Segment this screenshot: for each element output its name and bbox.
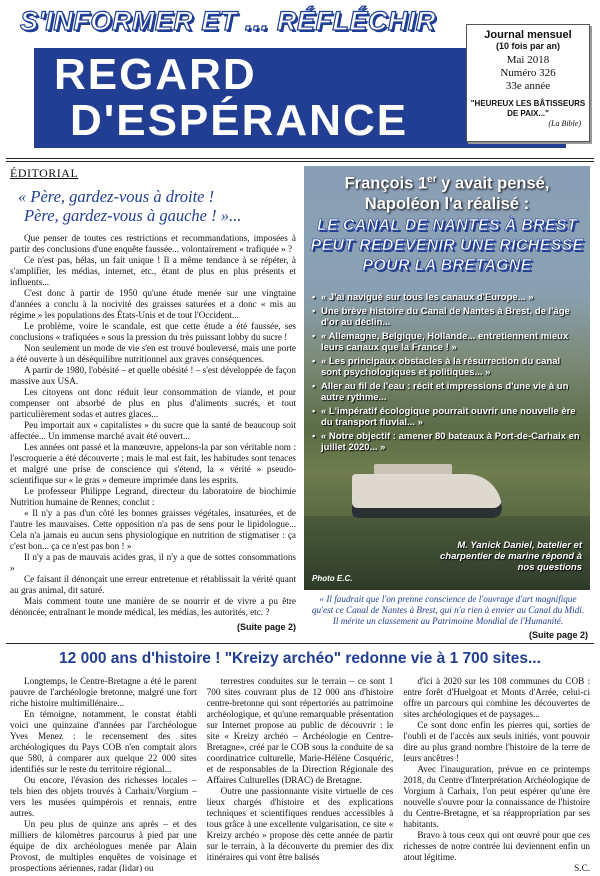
paragraph: C'est donc à partir de 1950 qu'une étude menée sur une vingtaine d'années a conclu à la nocivité des graisses saturées et a donc « mis au régime » les populations des États-Unis et de tout l'Occident...: [10, 288, 296, 320]
issue-year: 33e année: [505, 80, 551, 92]
paragraph: d'ici à 2020 sur les 108 communes du COB : entre forêt d'Huelgoat et Monts d'Arrée, celui-ci offre un parcours qui combine les découvertes de sites archéologiques et de paysages...: [403, 676, 591, 719]
paragraph: Les citoyens ont donc réduit leur consommation de viande, et pour compenser ont absorbé de plus en plus d'aliments sucrés, et tout particulièrement sodas et autres glaces...: [10, 387, 296, 419]
article-title: 12 000 ans d'histoire ! "Kreizy archéo" redonne vie à 1 700 sites...: [59, 650, 541, 667]
paragraph: Outre une passionnante visite virtuelle de ces lieux chargés d'histoire et des explications techniques et scientifiques rendues accessibles à tous grâce à une excellente vulgarisation, ce site « Kreizy archéo » propose dès cette année de partir sur le terrain, à la découverte du premier des dix itinéraires qui vont être balisés: [206, 786, 394, 862]
tagline: S'INFORMER ET ... RÉFLÉCHIR: [20, 6, 436, 36]
paragraph: Mais comment toute une manière de se nourrir et de vivre a pu être dénoncée, entraînant le monde médical, les médias, les autorités, etc. ?: [10, 596, 296, 617]
paragraph: Non seulement un mode de vie s'en est trouvé bouleversé, mais une porte a été ouverte à un déséquilibre nutritionnel aux graves conséquences.: [10, 343, 296, 364]
editorial: [10, 166, 296, 640]
article-column-3: [403, 676, 590, 872]
paragraph: terrestres conduites sur le terrain – ce sont 1 700 sites couvrant plus de 12 000 ans d'histoire centre-bretonne qui sont répertoriés au patrimoine archéologique, et qu'une remarquable présentation sur Internet propose au public de découvrir : le site « Kreizy archéo – Archéologie en Centre-Bretagne», créé par le COB sous la conduite de sa coordinatrice culturelle, Marie-Hélène Cosquéric, et de responsables de la Direction Régionale des Affaires Culturelles (DRAC) de Bretagne.: [206, 676, 394, 785]
feature-photo: [304, 166, 590, 590]
list-item: • « J'ai navigué sur tous les canaux d'Europe... »: [312, 292, 582, 303]
title-line-1: REGARD: [54, 50, 257, 99]
paragraph: Avec l'inauguration, prévue en ce printemps 2018, du Centre d'Interprétation Archéologique de Vorgium à Carhaix, l'on peut espérer qu'une ère nouvelle s'ouvre pour la connaissance de l'histoire du Centre-Bretagne, et sa réappropriation par ses habitants.: [403, 764, 591, 829]
paragraph: Ce faisant il dénonçait une erreur entretenue et rétablissait la vérité quant au gras animal, dit saturé.: [10, 574, 296, 595]
photo-caption: M. Yanick Daniel, batelier et charpentier de marine répond à nos questions: [439, 540, 582, 573]
article-column-2: [207, 676, 394, 872]
list-item: • « Allemagne, Belgique, Hollande... entretiennent mieux leurs canaux que la France ! »: [312, 331, 582, 353]
masthead: [6, 4, 594, 156]
feature-bullets: [312, 292, 582, 456]
quote-line-2: Père, gardez-vous à gauche ! »...: [24, 206, 242, 225]
paragraph: Il n'y a pas de mauvais acides gras, il n'y a que de sottes consommations »: [10, 552, 296, 573]
paragraph: Ce n'est pas, hélas, un fait unique ! Il a même tendance à se répéter, à s'amplifier, les médias, internet, etc., étant de plus en plus présents et influents...: [10, 255, 296, 287]
paragraph: Longtemps, le Centre-Bretagne a été le parent pauvre de l'archéologie bretonne, malgré une fort riche histoire multimillénaire...: [10, 676, 197, 708]
list-item: • « Les principaux obstacles à la résurrection du canal sont psychologiques et politiques... »: [312, 356, 582, 378]
masthead-rule: [6, 158, 594, 159]
paragraph: Que penser de toutes ces restrictions et recommandations, imposées à partir des conclusions d'une enquête faussée... volontairement « trafiquée » ?: [10, 233, 296, 254]
feature-canal: [304, 166, 590, 640]
feature-continued-link[interactable]: (Suite page 2): [528, 630, 588, 640]
article-body: [10, 676, 590, 872]
editorial-body: [10, 233, 296, 618]
paragraph: « Il n'y a pas d'un côté les bonnes graisses végétales, insaturées, et de l'autre les mauvaises. Cette opposition n'a pas de sens pour le lipidologue... Cela n'a jamais eu aucun sens physiologique en nutrition de stigmatiser : ça c'est bon... ça ce n'est pas bon ! »: [10, 508, 296, 551]
editorial-quote: [18, 187, 296, 225]
article-signature: S.C.: [574, 863, 591, 872]
article-column-1: [10, 676, 197, 872]
list-item: • Une brève histoire du Canal de Nantes à Brest, de l'âge d'or au déclin...: [312, 306, 582, 328]
paragraph: A partir de 1980, l'obésité – et quelle obésité ! – s'est développée de façon massive aux USA.: [10, 365, 296, 386]
feature-title: [304, 170, 590, 214]
issue-number: Numéro 326: [500, 67, 556, 79]
editorial-continued-link[interactable]: (Suite page 2): [236, 622, 296, 632]
feature-note: « Il faudrait que l'on prenne conscience de l'ouvrage d'art magnifique qu'est ce Canal de Nantes à Brest, qui n'a rien à envier au Canal du Midi. Il mérite un classement au Patrimoine Mondial de l'Humanité.: [311, 594, 585, 626]
list-item: • « Notre objectif : amener 80 bateaux à Port-de-Carhaix en juillet 2020... »: [312, 431, 582, 453]
motto: "HEUREUX LES BÂTISSEURS DE PAIX...": [470, 99, 586, 118]
paragraph: Un peu plus de quinze ans après – et des milliers de kilomètres parcourus à pied par une équipe de dix archéologues menée par Alain Provost, de multiples enquêtes de voisinage et prospections aériennes, radar (lidar) ou: [10, 819, 197, 872]
quote-line-1: « Père, gardez-vous à droite !: [18, 187, 215, 206]
journal-frequency: (10 fois par an): [495, 41, 560, 51]
paragraph: Ou encore, l'évasion des richesses locales – tels bien des objets trouvés à Carhaix/Vorgium – vers les musées quimpérois et rennais, entre autres.: [10, 775, 197, 818]
paragraph: En témoigne, notamment, le constat établi voici une quinzaine d'années par l'archéologue Yves Menez : le recensement des sites archéologiques du Pays COB n'en comptait alors que 580, à comparer aux quelque 22 000 sites identifiés sur le reste du territoire régional...: [10, 709, 197, 774]
photo-credit: Photo E.C.: [312, 574, 353, 583]
paragraph: Peu importait aux « capitalistes » du sucre que la santé de beaucoup soit affectée... Un immense marché avait été ouvert...: [10, 420, 296, 441]
issue-info-box: [466, 24, 590, 142]
title-line-2: Napoléon l'a réalisé :: [364, 194, 530, 213]
paragraph: Le professeur Philippe Legrand, directeur du laboratoire de biochimie Nutrition humaine de Rennes, conclut :: [10, 486, 296, 507]
paragraph: Le problème, voire le scandale, est que cette étude a été faussée, ses conclusions « trafiquées » sous la pression du très puissant lobby du sucre !: [10, 321, 296, 342]
editorial-label: ÉDITORIAL: [10, 166, 79, 180]
issue-date: Mai 2018: [506, 54, 550, 66]
paragraph: Bravo à tous ceux qui ont œuvré pour que ces richesses de notre contrée lui deviennent enfin un atout légitime.: [403, 830, 591, 862]
title-part: François 1: [344, 174, 428, 193]
motto-source: (La Bible): [548, 119, 581, 128]
title-part: y avait pensé,: [436, 174, 550, 193]
boat-illustration: [352, 474, 502, 518]
list-item: • Aller au fil de l'eau : récit et impressions d'une vie à un autre rythme...: [312, 381, 582, 403]
list-item: • « L'impératif écologique pourrait ouvrir une nouvelle ère du transport fluvial... »: [312, 406, 582, 428]
title-line-2: D'ESPÉRANCE: [70, 96, 409, 145]
feature-headline: LE CANAL DE NANTES À BREST PEUT REDEVENIR UNE RICHESSE POUR LA BRETAGNE: [310, 217, 584, 274]
masthead-rule-2: [6, 161, 594, 162]
title-sup: er: [427, 174, 437, 185]
section-rule: [6, 643, 594, 644]
paragraph: Les années ont passé et la manœuvre, appelons-la par son véritable nom : l'escroquerie a été découverte ; mais le mal est fait, les habitudes sont tenaces et malgré une prise de conscience qui s'étend, la « vérité » pseudo-scientifique sur « le gras » demeure imprimée dans les esprits.: [10, 442, 296, 485]
paragraph: Ce sont donc enfin les pierres qui, sorties de l'oubli et de l'accès aux seuls initiés, vont pouvoir dire au plus grand nombre l'histoire de la terre de leurs ancêtres !: [403, 720, 591, 763]
journal-type: Journal mensuel: [484, 29, 572, 41]
